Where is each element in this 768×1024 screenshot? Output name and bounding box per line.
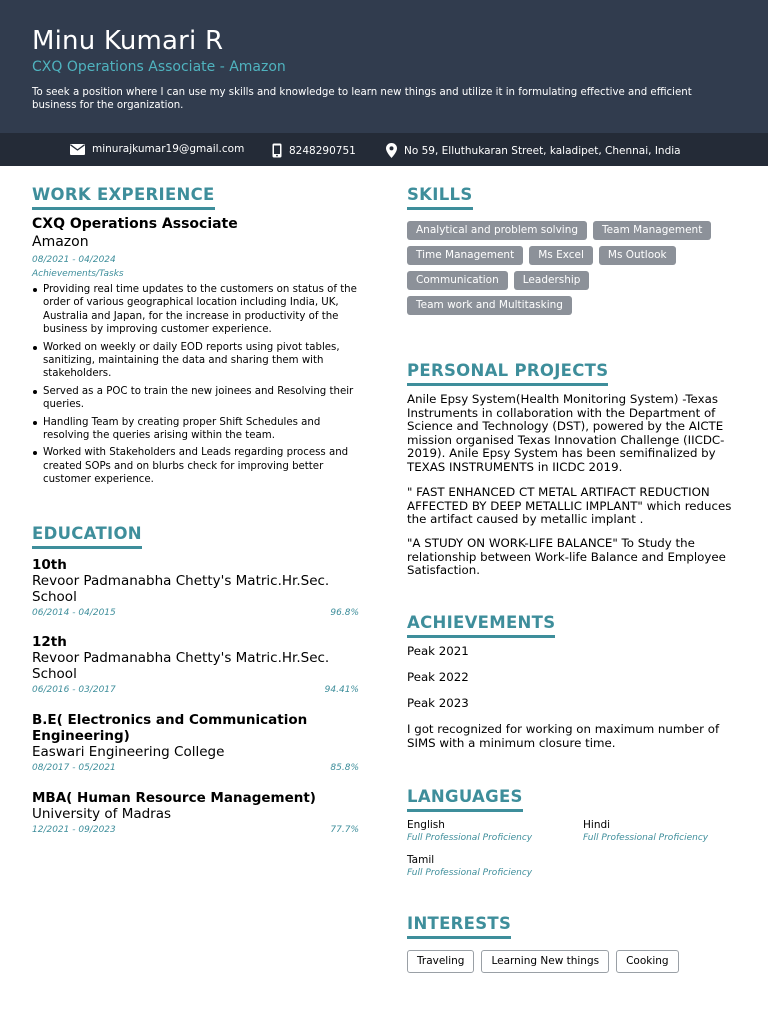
school: Revoor Padmanabha Chetty's Matric.Hr.Sec. School: [32, 650, 330, 682]
language-level: Full Professional Proficiency: [407, 868, 533, 878]
achievement-item: Peak 2022: [407, 670, 469, 684]
education-item: [32, 790, 359, 835]
language-item: [583, 819, 753, 843]
edu-dates: 06/2014 - 04/2015: [32, 608, 116, 618]
email-text: minurajkumar19@gmail.com: [92, 143, 245, 155]
degree: 10th: [32, 557, 67, 573]
interest-tag: Traveling: [407, 950, 474, 973]
edu-dates: 12/2021 - 09/2023: [32, 825, 116, 835]
work-experience-heading: WORK EXPERIENCE: [32, 185, 215, 210]
education-item: [32, 712, 359, 773]
edu-score: 77.7%: [330, 825, 359, 835]
phone-text: 8248290751: [289, 144, 356, 157]
list-item: Worked with Stakeholders and Leads regarding process and created SOPs and on blurbs check for improving better customer experience.: [32, 446, 358, 486]
contact-email[interactable]: [70, 143, 244, 155]
degree: MBA( Human Resource Management): [32, 790, 316, 806]
language-level: Full Professional Proficiency: [407, 833, 533, 843]
candidate-name: Minu Kumari R: [32, 26, 224, 56]
project-item: " FAST ENHANCED CT METAL ARTIFACT REDUCTION AFFECTED BY DEEP METALLIC IMPLANT" which reduces the artifact caused by metallic implant .: [407, 485, 732, 526]
edu-dates: 06/2016 - 03/2017: [32, 685, 116, 695]
skill-tag: Leadership: [514, 271, 590, 290]
degree: B.E( Electronics and Communication Engineering): [32, 712, 308, 744]
skill-tag: Team Management: [593, 221, 711, 240]
edu-score: 94.41%: [324, 685, 359, 695]
project-item: "A STUDY ON WORK-LIFE BALANCE" To Study the relationship between Work-life Balance and Employee Satisfaction.: [407, 536, 726, 577]
achievement-item: Peak 2021: [407, 644, 469, 658]
edu-score: 85.8%: [330, 763, 359, 773]
language-level: Full Professional Proficiency: [583, 833, 709, 843]
address-text: No 59, Elluthukaran Street, kaladipet, Chennai, India: [404, 144, 681, 157]
skill-tag: Team work and Multitasking: [407, 296, 572, 315]
skill-tag: Communication: [407, 271, 508, 290]
career-objective: To seek a position where I can use my skills and knowledge to learn new things and utilize it in formulating effective and efficient business for the organization.: [32, 87, 692, 111]
contact-bar: [0, 133, 768, 166]
languages-heading: LANGUAGES: [407, 787, 523, 812]
list-item: Providing real time updates to the customers on status of the order of various geographical location including India, UK, Australia and Japan, for the increase in productivity of the business by improving customer experience.: [32, 283, 358, 337]
envelope-icon: [70, 144, 85, 155]
language-item: [407, 819, 577, 843]
education-item: [32, 557, 359, 618]
skill-tag: Time Management: [407, 246, 523, 265]
skills-heading: SKILLS: [407, 185, 473, 210]
degree: 12th: [32, 634, 67, 650]
skill-tag: Ms Excel: [529, 246, 593, 265]
current-role: CXQ Operations Associate - Amazon: [32, 59, 286, 75]
skills-list: [407, 221, 737, 315]
education-item: [32, 634, 359, 695]
job-subtitle: Achievements/Tasks: [32, 269, 124, 279]
location-pin-icon: [386, 143, 397, 158]
language-name: Tamil: [407, 854, 435, 866]
interest-tag: Cooking: [616, 950, 679, 973]
language-name: Hindi: [583, 819, 611, 831]
job-title: CXQ Operations Associate: [32, 216, 238, 232]
achievement-item: Peak 2023: [407, 696, 469, 710]
contact-address: [386, 143, 681, 158]
job-dates: 08/2021 - 04/2024: [32, 255, 116, 265]
interests-heading: INTERESTS: [407, 914, 511, 939]
list-item: Handling Team by creating proper Shift Schedules and resolving the queries arising within the team.: [32, 416, 358, 443]
achievement-item: I got recognized for working on maximum number of SIMS with a minimum closure time.: [407, 722, 720, 750]
school: University of Madras: [32, 806, 172, 822]
company-name: Amazon: [32, 234, 89, 250]
skill-tag: Ms Outlook: [599, 246, 676, 265]
job-bullets: [32, 283, 358, 491]
skill-tag: Analytical and problem solving: [407, 221, 587, 240]
phone-icon: [272, 143, 282, 158]
edu-dates: 08/2017 - 05/2021: [32, 763, 116, 773]
interest-tag: Learning New things: [481, 950, 609, 973]
edu-score: 96.8%: [330, 608, 359, 618]
language-name: English: [407, 819, 445, 831]
projects-heading: PERSONAL PROJECTS: [407, 361, 608, 386]
school: Revoor Padmanabha Chetty's Matric.Hr.Sec. School: [32, 573, 330, 605]
interests-list: [407, 950, 679, 973]
school: Easwari Engineering College: [32, 744, 225, 760]
language-item: [407, 854, 577, 878]
achievements-heading: ACHIEVEMENTS: [407, 613, 555, 638]
contact-phone[interactable]: [272, 143, 356, 158]
list-item: Served as a POC to train the new joinees and Resolving their queries.: [32, 385, 358, 412]
list-item: Worked on weekly or daily EOD reports using pivot tables, sanitizing, maintaining the data and sharing them with stakeholders.: [32, 341, 358, 381]
education-heading: EDUCATION: [32, 524, 142, 549]
project-item: Anile Epsy System(Health Monitoring System) -Texas Instruments in collaboration with the Department of Science and Technology (DST), powered by the AICTE mission organised Texas Innovation Challenge (IICDC-2019). Anile Epsy System has been semifinalized by TEXAS INSTRUMENTS in IICDC 2019.: [407, 392, 725, 474]
header-banner: [0, 0, 768, 133]
